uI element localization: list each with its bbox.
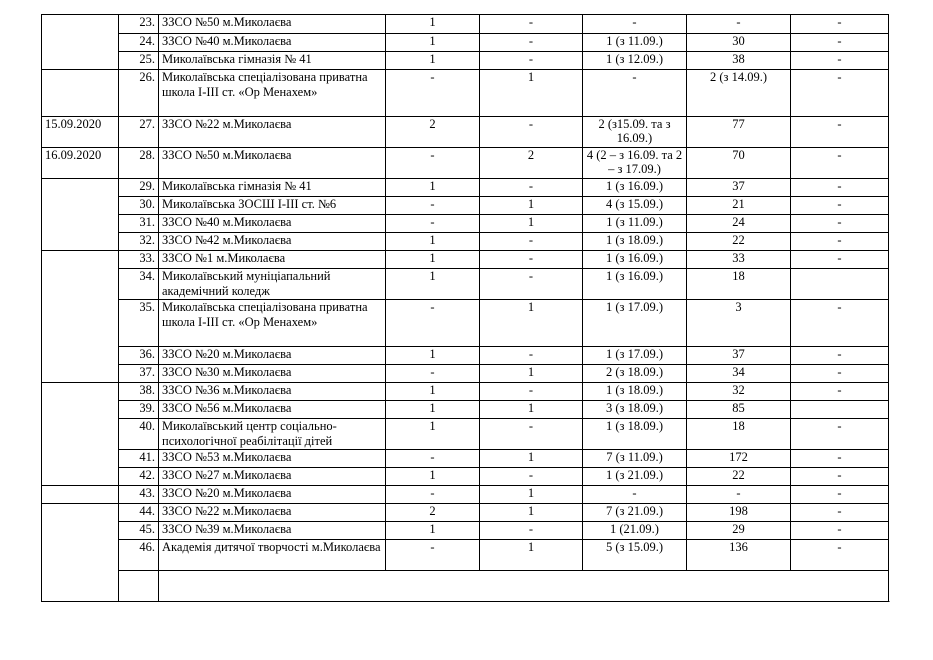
row-number-cell: 44. xyxy=(119,504,159,522)
table-row xyxy=(42,419,889,450)
institution-name-cell: ЗЗСО №42 м.Миколаєва xyxy=(159,233,386,251)
row-number-cell: 25. xyxy=(119,52,159,70)
count-e-cell: - xyxy=(791,70,889,117)
count-d-cell: 32 xyxy=(687,383,791,401)
row-number-cell: 35. xyxy=(119,300,159,347)
institution-name-cell: Миколаївський муніціапальний академічний коледж xyxy=(159,269,386,300)
count-b-cell: - xyxy=(480,179,583,197)
count-c-cell: 2 (з 18.09.) xyxy=(583,365,687,383)
count-e-cell: - xyxy=(791,365,889,383)
count-a-cell: - xyxy=(386,70,480,117)
count-b-cell: - xyxy=(480,251,583,269)
row-number-cell: 24. xyxy=(119,34,159,52)
row-number-cell: 37. xyxy=(119,365,159,383)
date-cell xyxy=(42,70,119,117)
institution-name-cell: ЗЗСО №50 м.Миколаєва xyxy=(159,148,386,179)
count-e-cell: - xyxy=(791,34,889,52)
institution-name-cell: ЗЗСО №56 м.Миколаєва xyxy=(159,401,386,419)
count-c-cell: - xyxy=(583,70,687,117)
count-d-cell: 136 xyxy=(687,540,791,571)
count-c-cell: 1 (з 16.09.) xyxy=(583,179,687,197)
count-c-cell: 2 (з15.09. та з 16.09.) xyxy=(583,117,687,148)
table-row xyxy=(42,34,889,52)
count-c-cell: 1 (з 18.09.) xyxy=(583,233,687,251)
table-row xyxy=(42,117,889,148)
count-d-cell: 30 xyxy=(687,34,791,52)
count-d-cell: 24 xyxy=(687,215,791,233)
table-row xyxy=(42,197,889,215)
table-row xyxy=(42,486,889,504)
count-e-cell: - xyxy=(791,486,889,504)
count-d-cell: 38 xyxy=(687,52,791,70)
count-d-cell: 77 xyxy=(687,117,791,148)
institution-name-cell: ЗЗСО №30 м.Миколаєва xyxy=(159,365,386,383)
count-e-cell xyxy=(791,269,889,300)
table-row xyxy=(42,251,889,269)
row-number-cell: 32. xyxy=(119,233,159,251)
table-row xyxy=(42,450,889,468)
count-d-cell: 34 xyxy=(687,365,791,383)
table-row xyxy=(42,540,889,571)
count-e-cell: - xyxy=(791,215,889,233)
row-number-cell: 40. xyxy=(119,419,159,450)
count-e-cell: - xyxy=(791,300,889,347)
table-row xyxy=(42,215,889,233)
count-d-cell: 29 xyxy=(687,522,791,540)
institution-name-cell: ЗЗСО №27 м.Миколаєва xyxy=(159,468,386,486)
row-number-cell: 30. xyxy=(119,197,159,215)
table-row xyxy=(42,504,889,522)
table-row xyxy=(42,269,889,300)
table-row xyxy=(42,233,889,251)
table-row xyxy=(42,70,889,117)
count-a-cell: 1 xyxy=(386,383,480,401)
count-a-cell: 1 xyxy=(386,52,480,70)
count-a-cell: - xyxy=(386,450,480,468)
count-e-cell: - xyxy=(791,522,889,540)
count-c-cell: 1 (з 11.09.) xyxy=(583,215,687,233)
count-b-cell: 1 xyxy=(480,401,583,419)
table-body xyxy=(42,15,889,602)
count-d-cell: 37 xyxy=(687,179,791,197)
count-c-cell: 1 (з 18.09.) xyxy=(583,419,687,450)
count-d-cell: 22 xyxy=(687,233,791,251)
count-d-cell: 22 xyxy=(687,468,791,486)
count-e-cell: - xyxy=(791,540,889,571)
institution-name-cell: ЗЗСО №40 м.Миколаєва xyxy=(159,34,386,52)
count-a-cell: 1 xyxy=(386,419,480,450)
table-row xyxy=(42,300,889,347)
count-e-cell: - xyxy=(791,504,889,522)
count-a-cell: 1 xyxy=(386,34,480,52)
table-row xyxy=(42,52,889,70)
count-c-cell: - xyxy=(583,486,687,504)
count-d-cell: 21 xyxy=(687,197,791,215)
count-d-cell: - xyxy=(687,15,791,34)
count-c-cell: - xyxy=(583,15,687,34)
row-number-cell: 43. xyxy=(119,486,159,504)
institution-name-cell: ЗЗСО №40 м.Миколаєва xyxy=(159,215,386,233)
count-c-cell: 1 (з 18.09.) xyxy=(583,383,687,401)
count-a-cell: 1 xyxy=(386,233,480,251)
count-e-cell: - xyxy=(791,197,889,215)
count-a-cell: 1 xyxy=(386,522,480,540)
institution-name-cell: ЗЗСО №1 м.Миколаєва xyxy=(159,251,386,269)
count-d-cell: 172 xyxy=(687,450,791,468)
count-b-cell: 1 xyxy=(480,450,583,468)
institution-name-cell: ЗЗСО №20 м.Миколаєва xyxy=(159,486,386,504)
row-number-cell: 29. xyxy=(119,179,159,197)
institution-name-cell: Миколаївська ЗОСШ І-ІІІ ст. №6 xyxy=(159,197,386,215)
count-b-cell: 1 xyxy=(480,215,583,233)
row-number-cell: 41. xyxy=(119,450,159,468)
count-b-cell: - xyxy=(480,419,583,450)
count-a-cell: 2 xyxy=(386,117,480,148)
table-row xyxy=(42,365,889,383)
institution-name-cell: ЗЗСО №22 м.Миколаєва xyxy=(159,117,386,148)
count-b-cell: - xyxy=(480,522,583,540)
row-number-cell: 36. xyxy=(119,347,159,365)
count-c-cell: 1 (з 16.09.) xyxy=(583,269,687,300)
count-e-cell: - xyxy=(791,233,889,251)
count-c-cell: 1 (з 16.09.) xyxy=(583,251,687,269)
count-c-cell: 4 (з 15.09.) xyxy=(583,197,687,215)
count-a-cell: - xyxy=(386,365,480,383)
count-e-cell: - xyxy=(791,419,889,450)
count-c-cell: 5 (з 15.09.) xyxy=(583,540,687,571)
count-d-cell: - xyxy=(687,486,791,504)
count-c-cell: 1 (з 17.09.) xyxy=(583,347,687,365)
count-a-cell: 1 xyxy=(386,347,480,365)
date-cell xyxy=(42,15,119,70)
institution-name-cell: ЗЗСО №50 м.Миколаєва xyxy=(159,15,386,34)
school-covid-table xyxy=(41,14,889,602)
table-row xyxy=(42,383,889,401)
count-e-cell: - xyxy=(791,468,889,486)
count-d-cell: 2 (з 14.09.) xyxy=(687,70,791,117)
count-c-cell: 7 (з 11.09.) xyxy=(583,450,687,468)
count-e-cell: - xyxy=(791,347,889,365)
count-a-cell: 1 xyxy=(386,269,480,300)
date-cell: 15.09.2020 xyxy=(42,117,119,148)
institution-name-cell: Миколаївська гімназія № 41 xyxy=(159,52,386,70)
count-b-cell: 1 xyxy=(480,540,583,571)
count-b-cell: - xyxy=(480,117,583,148)
count-a-cell: 2 xyxy=(386,504,480,522)
count-a-cell: 1 xyxy=(386,401,480,419)
count-e-cell: - xyxy=(791,52,889,70)
table-row xyxy=(42,148,889,179)
count-b-cell: 1 xyxy=(480,197,583,215)
count-b-cell: 2 xyxy=(480,148,583,179)
count-a-cell: - xyxy=(386,540,480,571)
institution-name-cell: Миколаївська гімназія № 41 xyxy=(159,179,386,197)
count-c-cell: 3 (з 18.09.) xyxy=(583,401,687,419)
date-cell: 16.09.2020 xyxy=(42,148,119,179)
count-c-cell: 1 (з 17.09.) xyxy=(583,300,687,347)
count-d-cell: 18 xyxy=(687,419,791,450)
count-b-cell: - xyxy=(480,15,583,34)
institution-name-cell: ЗЗСО №53 м.Миколаєва xyxy=(159,450,386,468)
count-b-cell: 1 xyxy=(480,300,583,347)
count-c-cell: 7 (з 21.09.) xyxy=(583,504,687,522)
empty-footer-row xyxy=(42,571,889,602)
date-cell xyxy=(42,179,119,251)
count-b-cell: - xyxy=(480,34,583,52)
count-e-cell: - xyxy=(791,251,889,269)
count-d-cell: 37 xyxy=(687,347,791,365)
institution-name-cell: Миколаївська спеціалізована приватна школа І-ІІІ ст. «Ор Менахем» xyxy=(159,70,386,117)
empty-date-cell xyxy=(119,571,159,602)
row-number-cell: 23. xyxy=(119,15,159,34)
count-c-cell: 1 (з 12.09.) xyxy=(583,52,687,70)
table-row xyxy=(42,15,889,34)
count-b-cell: 1 xyxy=(480,486,583,504)
count-b-cell: - xyxy=(480,383,583,401)
date-cell xyxy=(42,383,119,486)
row-number-cell: 33. xyxy=(119,251,159,269)
count-a-cell: 1 xyxy=(386,468,480,486)
row-number-cell: 26. xyxy=(119,70,159,117)
count-d-cell: 33 xyxy=(687,251,791,269)
count-a-cell: - xyxy=(386,148,480,179)
institution-name-cell: ЗЗСО №22 м.Миколаєва xyxy=(159,504,386,522)
count-a-cell: - xyxy=(386,486,480,504)
count-b-cell: - xyxy=(480,468,583,486)
institution-name-cell: Миколаївська спеціалізована приватна школа І-ІІІ ст. «Ор Менахем» xyxy=(159,300,386,347)
count-d-cell: 85 xyxy=(687,401,791,419)
count-e-cell: - xyxy=(791,117,889,148)
count-b-cell: - xyxy=(480,233,583,251)
row-number-cell: 27. xyxy=(119,117,159,148)
row-number-cell: 45. xyxy=(119,522,159,540)
row-number-cell: 28. xyxy=(119,148,159,179)
count-d-cell: 198 xyxy=(687,504,791,522)
count-d-cell: 18 xyxy=(687,269,791,300)
count-c-cell: 1 (з 11.09.) xyxy=(583,34,687,52)
count-a-cell: 1 xyxy=(386,15,480,34)
count-e-cell: - xyxy=(791,383,889,401)
institution-name-cell: Миколаївський центр соціально-психологічної реабілітації дітей xyxy=(159,419,386,450)
count-a-cell: - xyxy=(386,197,480,215)
count-c-cell: 1 (21.09.) xyxy=(583,522,687,540)
date-cell xyxy=(42,486,119,504)
count-b-cell: 1 xyxy=(480,365,583,383)
institution-name-cell: ЗЗСО №36 м.Миколаєва xyxy=(159,383,386,401)
row-number-cell: 38. xyxy=(119,383,159,401)
table-row xyxy=(42,179,889,197)
count-b-cell: 1 xyxy=(480,504,583,522)
table-row xyxy=(42,401,889,419)
institution-name-cell: ЗЗСО №20 м.Миколаєва xyxy=(159,347,386,365)
row-number-cell: 31. xyxy=(119,215,159,233)
count-b-cell: - xyxy=(480,52,583,70)
table-row xyxy=(42,468,889,486)
institution-name-cell: Академія дитячої творчості м.Миколаєва xyxy=(159,540,386,571)
count-d-cell: 70 xyxy=(687,148,791,179)
count-d-cell: 3 xyxy=(687,300,791,347)
date-cell xyxy=(42,504,119,602)
row-number-cell: 42. xyxy=(119,468,159,486)
count-b-cell: - xyxy=(480,269,583,300)
row-number-cell: 39. xyxy=(119,401,159,419)
count-a-cell: - xyxy=(386,215,480,233)
institution-name-cell: ЗЗСО №39 м.Миколаєва xyxy=(159,522,386,540)
count-e-cell: - xyxy=(791,179,889,197)
count-b-cell: 1 xyxy=(480,70,583,117)
row-number-cell: 34. xyxy=(119,269,159,300)
count-e-cell xyxy=(791,401,889,419)
row-number-cell: 46. xyxy=(119,540,159,571)
count-a-cell: 1 xyxy=(386,251,480,269)
table-row xyxy=(42,347,889,365)
count-c-cell: 4 (2 – з 16.09. та 2 – з 17.09.) xyxy=(583,148,687,179)
date-cell xyxy=(42,251,119,383)
table-row xyxy=(42,522,889,540)
count-c-cell: 1 (з 21.09.) xyxy=(583,468,687,486)
count-a-cell: 1 xyxy=(386,179,480,197)
count-a-cell: - xyxy=(386,300,480,347)
count-e-cell: - xyxy=(791,148,889,179)
count-e-cell: - xyxy=(791,450,889,468)
count-b-cell: - xyxy=(480,347,583,365)
count-e-cell: - xyxy=(791,15,889,34)
empty-merged-cell xyxy=(159,571,889,602)
